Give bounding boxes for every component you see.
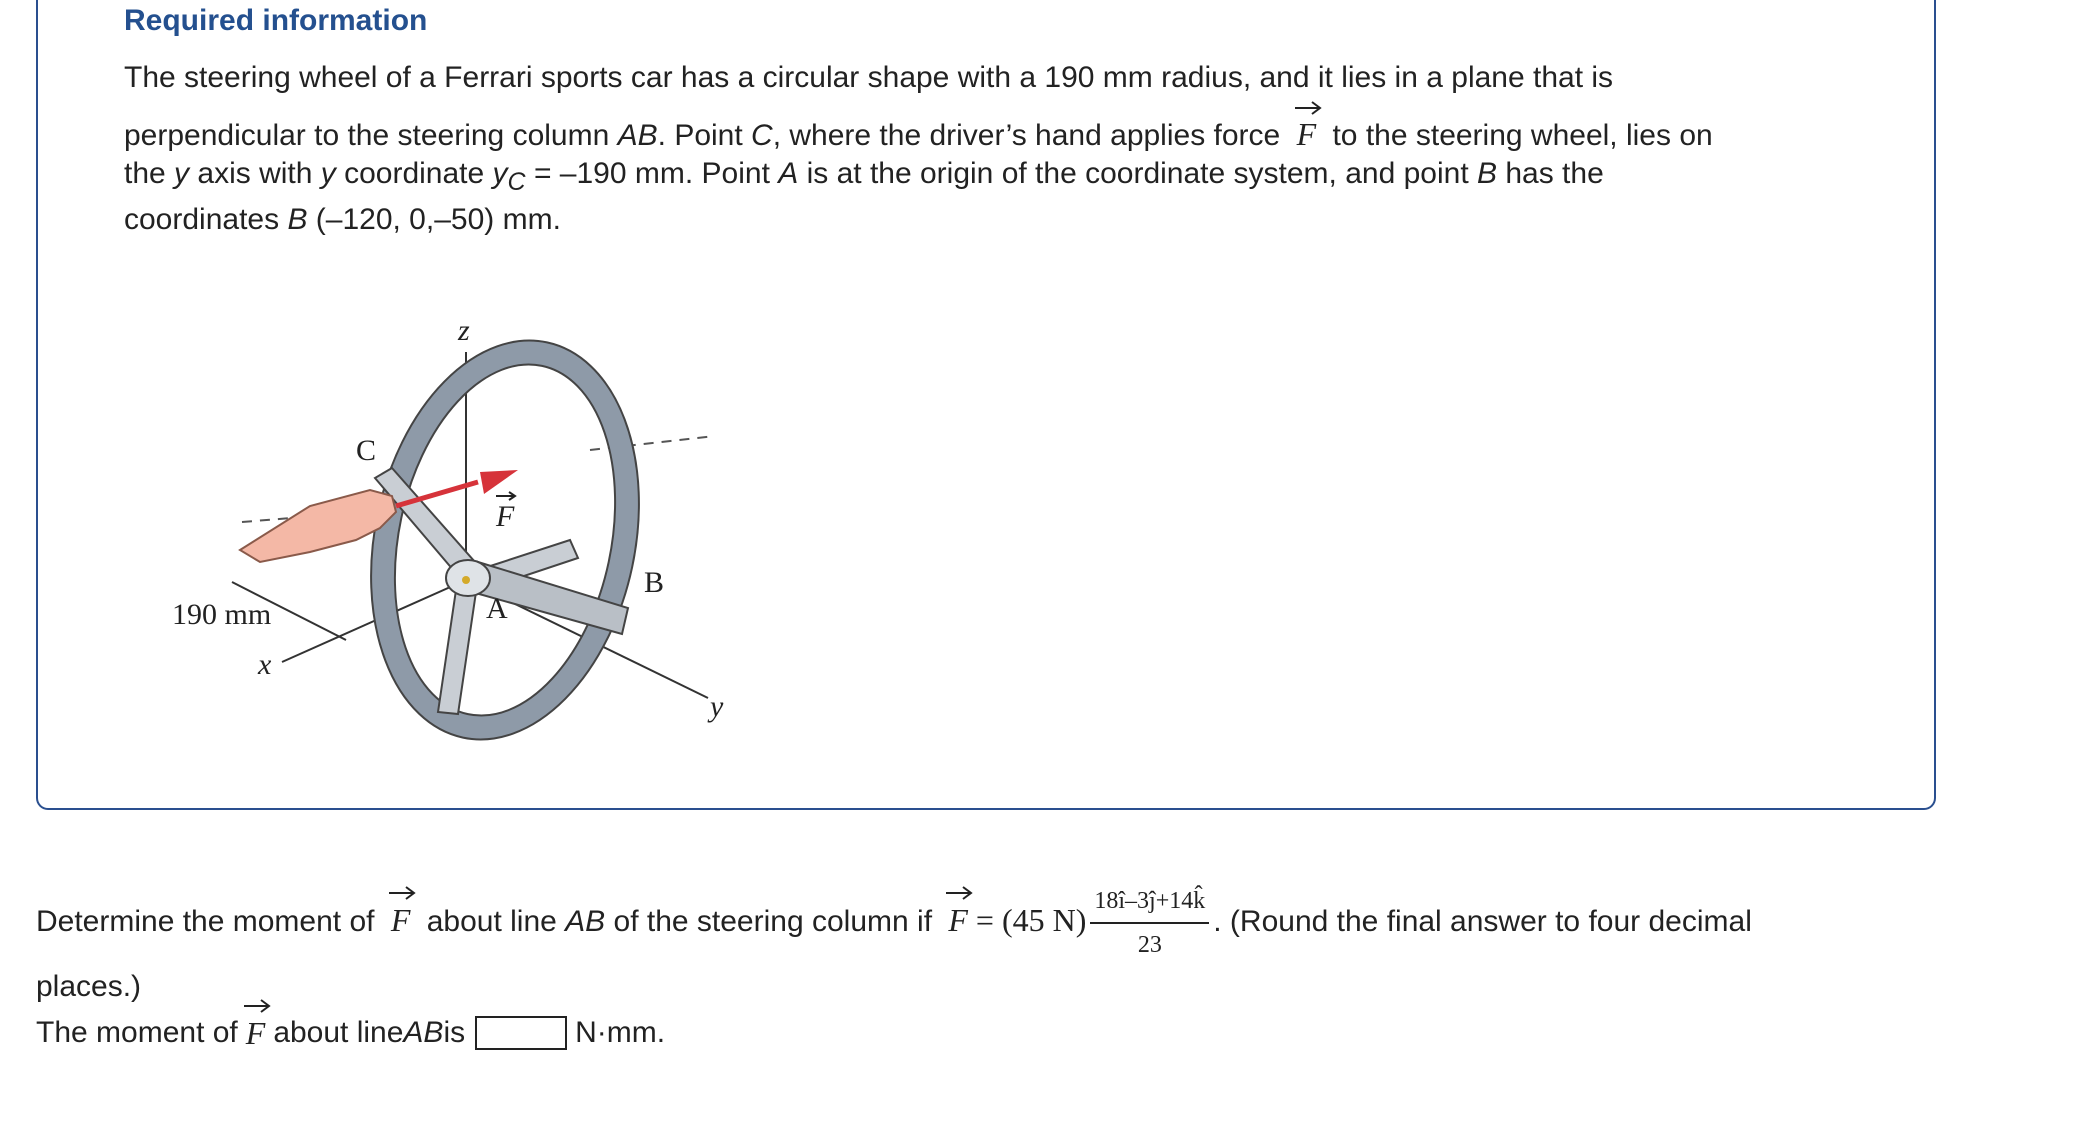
text: . (Round the final answer to four decimal: [1213, 904, 1752, 938]
force-symbol: F: [390, 901, 411, 938]
vector-arrow-icon: [1293, 100, 1323, 114]
vector-arrow-icon: [944, 885, 974, 899]
force-vector-symbol: [1289, 114, 1325, 154]
fraction-denominator: 23: [1137, 932, 1162, 958]
text: Determine the moment of: [36, 904, 383, 938]
force-vector-symbol: [940, 899, 976, 941]
text-ab: AB: [565, 904, 606, 938]
text-yc: y: [492, 157, 508, 190]
force-arrow-head: [480, 470, 518, 494]
force-label: F: [496, 500, 515, 533]
text: the: [124, 157, 175, 190]
question-text: [36, 880, 1936, 1008]
text: (–120, 0,–50) mm.: [307, 203, 561, 236]
text: of the steering column if: [605, 904, 941, 938]
text: to the steering wheel, lies on: [1324, 119, 1713, 152]
force-vector-symbol: [238, 1012, 274, 1054]
vector-arrow-icon: [387, 885, 417, 899]
force-vector-symbol: [383, 899, 419, 941]
problem-text-line-1: [124, 58, 1884, 98]
text: , where the driver’s hand applies force: [772, 119, 1289, 152]
moment-answer-input[interactable]: [475, 1016, 567, 1050]
unit-vector-fraction: [1090, 880, 1209, 966]
required-information-heading: Required information: [124, 4, 428, 37]
point-b-label: B: [644, 566, 665, 599]
x-axis-label: x: [258, 648, 272, 681]
point-c-label: C: [356, 434, 377, 467]
text-y: y: [320, 157, 336, 190]
text: is: [443, 1016, 466, 1049]
text: = –190 mm. Point: [525, 157, 779, 190]
z-axis-label: z: [458, 314, 470, 347]
unit-label: N·mm.: [575, 1016, 666, 1049]
fraction-numerator: 18î–3ĵ+14k̂: [1090, 880, 1209, 924]
radius-label: 190 mm: [172, 598, 272, 631]
force-symbol: F: [948, 901, 968, 938]
text-yc-subscript: C: [507, 168, 526, 196]
wheel-spoke-bottom: [438, 590, 476, 714]
text-b: B: [287, 203, 308, 236]
text-ab: AB: [403, 1016, 444, 1049]
vector-arrow-icon: [242, 998, 272, 1012]
text-b: B: [1477, 157, 1498, 190]
problem-text-line-4: [124, 200, 1884, 240]
force-magnitude: = (45 N): [975, 901, 1087, 938]
point-a-marker: [462, 576, 470, 584]
force-symbol: F: [245, 1015, 266, 1051]
text-c: C: [751, 119, 773, 152]
text: about line: [418, 904, 566, 938]
text: perpendicular to the steering column: [124, 119, 618, 152]
text: The steering wheel of a Ferrari sports car has a circular shape with a 190 mm radius, and it lies in a plane that is: [124, 61, 1614, 94]
text: axis with: [189, 157, 321, 190]
steering-wheel-diagram: [160, 300, 724, 750]
text-a: A: [778, 157, 799, 190]
problem-text-line-2: [124, 114, 1884, 156]
text-ab: AB: [617, 119, 658, 152]
point-a-label: A: [486, 592, 508, 625]
text-y: y: [174, 157, 190, 190]
answer-row: [36, 1012, 665, 1054]
text: . Point: [657, 119, 752, 152]
force-symbol: F: [1296, 116, 1317, 152]
text: The moment of: [36, 1016, 238, 1049]
text: coordinates: [124, 203, 288, 236]
y-axis-label: y: [710, 690, 724, 723]
text: coordinate: [335, 157, 493, 190]
text: about line: [273, 1016, 404, 1049]
text: is at the origin of the coordinate system, and point: [798, 157, 1477, 190]
problem-text-line-3: [124, 154, 1884, 202]
text: places.): [36, 970, 142, 1003]
text: has the: [1497, 157, 1604, 190]
